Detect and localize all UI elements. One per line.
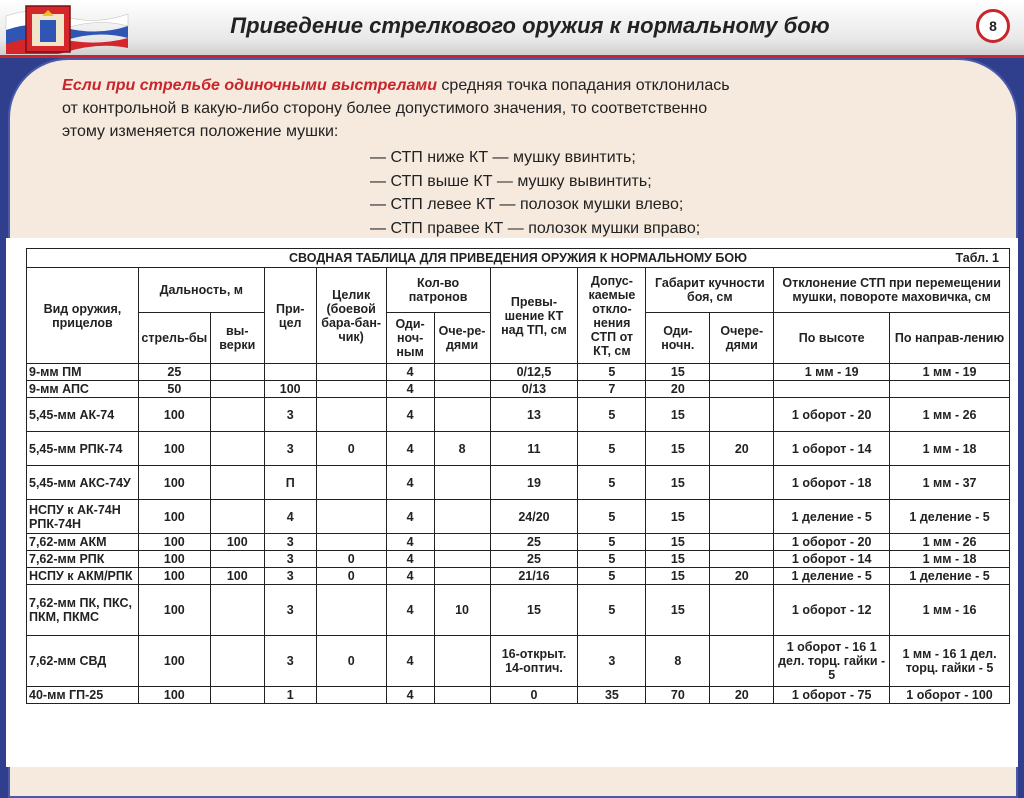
- table-cell: [210, 432, 264, 466]
- table-cell: [316, 466, 386, 500]
- table-cell: 8: [434, 432, 490, 466]
- table-row: [27, 381, 1010, 398]
- col-group-single: Оди-ночн.: [646, 313, 710, 364]
- table-cell: [210, 636, 264, 687]
- rule-item: — СТП ниже КТ — мушку ввинтить;: [370, 149, 636, 166]
- table-cell: 1 деление - 5: [774, 568, 890, 585]
- intro-paragraph: [62, 74, 962, 143]
- table-cell: 5: [578, 568, 646, 585]
- table-cell: 20: [646, 381, 710, 398]
- table-cell: 15: [646, 432, 710, 466]
- table-cell: 1 деление - 5: [774, 500, 890, 534]
- table-cell: [710, 466, 774, 500]
- col-group-burst: Очере-дями: [710, 313, 774, 364]
- table-cell: 3: [264, 534, 316, 551]
- table-cell: 15: [646, 398, 710, 432]
- table-cell: [434, 534, 490, 551]
- table-cell: [316, 534, 386, 551]
- table-cell: 4: [386, 500, 434, 534]
- intro-line-2: от контрольной в какую-либо сторону более допустимого значения, то соответственно: [62, 100, 708, 117]
- table-cell: [210, 585, 264, 636]
- table-cell: [434, 636, 490, 687]
- table-cell: 1 оборот - 75: [774, 687, 890, 704]
- table-cell: [710, 398, 774, 432]
- table-cell: 100: [138, 500, 210, 534]
- table-cell: 3: [264, 551, 316, 568]
- page-number-badge: 8: [976, 9, 1010, 43]
- table-cell: 5,45-мм РПК-74: [27, 432, 139, 466]
- table-cell: [210, 398, 264, 432]
- emblem-flag-icon: [4, 2, 130, 54]
- table-cell: 1 мм - 18: [890, 551, 1010, 568]
- table-cell: [710, 534, 774, 551]
- table-cell: 4: [386, 636, 434, 687]
- table-cell: 0: [316, 432, 386, 466]
- table-cell: 100: [138, 636, 210, 687]
- col-deviation: Отклонение СТП при перемещении мушки, повороте маховичка, см: [774, 268, 1010, 313]
- table-cell: [434, 551, 490, 568]
- table-cell: 1 оборот - 20: [774, 398, 890, 432]
- table-cell: 100: [138, 534, 210, 551]
- table-cell: 0/12,5: [490, 364, 578, 381]
- table-scan: [6, 238, 1018, 767]
- table-cell: 7: [578, 381, 646, 398]
- page-title: Приведение стрелкового оружия к нормальному бою: [230, 13, 830, 38]
- table-cell: 100: [138, 432, 210, 466]
- table-cell: 15: [646, 534, 710, 551]
- table-cell: 7,62-мм ПК, ПКС, ПКМ, ПКМС: [27, 585, 139, 636]
- col-dev-dir: По направ-лению: [890, 313, 1010, 364]
- table-cell: 3: [264, 636, 316, 687]
- table-cell: П: [264, 466, 316, 500]
- table-cell: 1 мм - 16 1 дел. торц. гайки - 5: [890, 636, 1010, 687]
- intro-lead: Если при стрельбе одиночными выстрелами: [62, 77, 437, 94]
- table-cell: 1 оборот - 18: [774, 466, 890, 500]
- col-tolerance: Допус-каемые откло-нения СТП от КТ, см: [578, 268, 646, 364]
- col-rounds-burst: Оче-ре-дями: [434, 313, 490, 364]
- table-cell: [434, 500, 490, 534]
- table-row: [27, 364, 1010, 381]
- table-cell: 11: [490, 432, 578, 466]
- table-cell: 100: [138, 568, 210, 585]
- table-cell: 20: [710, 568, 774, 585]
- col-sight: При-цел: [264, 268, 316, 364]
- table-cell: 7,62-мм АКМ: [27, 534, 139, 551]
- rule-item: — СТП левее КТ — полозок мушки влево;: [370, 196, 684, 213]
- table-cell: 5: [578, 500, 646, 534]
- table-row: [27, 551, 1010, 568]
- table-cell: 1 оборот - 100: [890, 687, 1010, 704]
- table-cell: 3: [264, 432, 316, 466]
- table-cell: [434, 381, 490, 398]
- table-cell: 3: [578, 636, 646, 687]
- table-body: [27, 364, 1010, 704]
- table-cell: [264, 364, 316, 381]
- table-cell: 7,62-мм РПК: [27, 551, 139, 568]
- table-cell: 24/20: [490, 500, 578, 534]
- rules-list: [370, 146, 700, 240]
- table-cell: [210, 364, 264, 381]
- table-cell: 1 мм - 19: [890, 364, 1010, 381]
- table-cell: 70: [646, 687, 710, 704]
- slide-header: [0, 0, 1024, 58]
- table-cell: 1 мм - 18: [890, 432, 1010, 466]
- table-cell: [316, 585, 386, 636]
- table-row: [27, 687, 1010, 704]
- intro-line-3: этому изменяется положение мушки:: [62, 123, 339, 140]
- table-row: [27, 585, 1010, 636]
- table-caption: [27, 249, 1010, 268]
- table-cell: НСПУ к АК-74Н РПК-74Н: [27, 500, 139, 534]
- table-cell: 1 оборот - 14: [774, 551, 890, 568]
- col-excess: Превы-шение КТ над ТП, см: [490, 268, 578, 364]
- table-cell: [316, 687, 386, 704]
- col-rear-sight: Целик (боевой бара-бан-чик): [316, 268, 386, 364]
- table-cell: [710, 551, 774, 568]
- table-cell: 1 оборот - 20: [774, 534, 890, 551]
- table-cell: 5: [578, 466, 646, 500]
- table-cell: 16-открыт. 14-оптич.: [490, 636, 578, 687]
- table-cell: 9-мм ПМ: [27, 364, 139, 381]
- table-cell: 5: [578, 432, 646, 466]
- table-cell: 1 мм - 26: [890, 398, 1010, 432]
- table-cell: 100: [138, 585, 210, 636]
- table-cell: 20: [710, 687, 774, 704]
- table-cell: 4: [264, 500, 316, 534]
- table-cell: 4: [386, 687, 434, 704]
- rule-item: — СТП правее КТ — полозок мушки вправо;: [370, 219, 701, 237]
- table-cell: 1: [264, 687, 316, 704]
- table-cell: 4: [386, 364, 434, 381]
- table-cell: 4: [386, 432, 434, 466]
- table-cell: 19: [490, 466, 578, 500]
- col-rounds: Кол-во патронов: [386, 268, 490, 313]
- table-cell: 5: [578, 364, 646, 381]
- col-range-fire: стрель-бы: [138, 313, 210, 364]
- table-row: [27, 568, 1010, 585]
- table-cell: НСПУ к АКМ/РПК: [27, 568, 139, 585]
- table-cell: 100: [138, 551, 210, 568]
- table-cell: 5,45-мм АК-74: [27, 398, 139, 432]
- table-cell: 3: [264, 398, 316, 432]
- table-cell: 1 мм - 26: [890, 534, 1010, 551]
- table-cell: [210, 500, 264, 534]
- table-cell: 5: [578, 534, 646, 551]
- table-cell: 15: [646, 466, 710, 500]
- table-cell: 9-мм АПС: [27, 381, 139, 398]
- table-cell: 100: [264, 381, 316, 398]
- table-cell: 15: [646, 568, 710, 585]
- table-cell: 15: [490, 585, 578, 636]
- table-caption-text: СВОДНАЯ ТАБЛИЦА ДЛЯ ПРИВЕДЕНИЯ ОРУЖИЯ К НОРМАЛЬНОМУ БОЮ: [289, 251, 747, 265]
- table-row: [27, 500, 1010, 534]
- table-cell: 5: [578, 585, 646, 636]
- table-cell: [710, 381, 774, 398]
- col-range: Дальность, м: [138, 268, 264, 313]
- table-row: [27, 636, 1010, 687]
- table-cell: 100: [210, 534, 264, 551]
- table-cell: [316, 500, 386, 534]
- table-cell: [774, 381, 890, 398]
- table-cell: 0: [316, 636, 386, 687]
- table-cell: [710, 636, 774, 687]
- table-cell: 1 мм - 19: [774, 364, 890, 381]
- table-row: [27, 466, 1010, 500]
- table-cell: 15: [646, 585, 710, 636]
- table-cell: 0/13: [490, 381, 578, 398]
- table-cell: 4: [386, 381, 434, 398]
- table-cell: 1 оборот - 14: [774, 432, 890, 466]
- table-caption-ref: Табл. 1: [955, 251, 999, 265]
- table-cell: 15: [646, 500, 710, 534]
- table-cell: 21/16: [490, 568, 578, 585]
- table-cell: [210, 466, 264, 500]
- col-rounds-single: Оди-ноч-ным: [386, 313, 434, 364]
- table-cell: 25: [490, 534, 578, 551]
- table-cell: 10: [434, 585, 490, 636]
- table-cell: [434, 398, 490, 432]
- col-weapon: Вид оружия, прицелов: [27, 268, 139, 364]
- table-cell: 0: [490, 687, 578, 704]
- table-cell: 3: [264, 568, 316, 585]
- col-dev-height: По высоте: [774, 313, 890, 364]
- table-cell: 35: [578, 687, 646, 704]
- table-cell: 15: [646, 551, 710, 568]
- table-cell: 100: [210, 568, 264, 585]
- table-row: [27, 534, 1010, 551]
- table-cell: 5,45-мм АКС-74У: [27, 466, 139, 500]
- rule-item: — СТП выше КТ — мушку вывинтить;: [370, 172, 652, 190]
- table-cell: [890, 381, 1010, 398]
- table-cell: 4: [386, 585, 434, 636]
- table-cell: 4: [386, 534, 434, 551]
- table-cell: 1 мм - 16: [890, 585, 1010, 636]
- col-range-zero: вы-верки: [210, 313, 264, 364]
- table-cell: 1 оборот - 16 1 дел. торц. гайки - 5: [774, 636, 890, 687]
- col-group: Габарит кучности боя, см: [646, 268, 774, 313]
- table-cell: [316, 364, 386, 381]
- table-cell: 15: [646, 364, 710, 381]
- table-cell: 40-мм ГП-25: [27, 687, 139, 704]
- table-cell: 3: [264, 585, 316, 636]
- table-cell: [210, 551, 264, 568]
- table-cell: 100: [138, 398, 210, 432]
- table-cell: 4: [386, 398, 434, 432]
- table-cell: 8: [646, 636, 710, 687]
- intro-rest: средняя точка попадания отклонилась: [436, 77, 730, 94]
- table-cell: [316, 381, 386, 398]
- table-cell: [710, 500, 774, 534]
- table-cell: 100: [138, 466, 210, 500]
- table-cell: [210, 381, 264, 398]
- summary-table: [26, 248, 1010, 704]
- table-cell: 0: [316, 551, 386, 568]
- table-cell: 1 оборот - 12: [774, 585, 890, 636]
- table-cell: 1 мм - 37: [890, 466, 1010, 500]
- table-cell: [434, 364, 490, 381]
- table-cell: 7,62-мм СВД: [27, 636, 139, 687]
- table-row: [27, 432, 1010, 466]
- table-cell: 25: [138, 364, 210, 381]
- table-cell: [434, 687, 490, 704]
- table-cell: 4: [386, 551, 434, 568]
- table-cell: 100: [138, 687, 210, 704]
- table-cell: 20: [710, 432, 774, 466]
- table-cell: 1 деление - 5: [890, 568, 1010, 585]
- table-cell: 4: [386, 466, 434, 500]
- table-cell: [434, 466, 490, 500]
- table-cell: 5: [578, 551, 646, 568]
- table-cell: [710, 585, 774, 636]
- table-cell: [316, 398, 386, 432]
- table-cell: [210, 687, 264, 704]
- table-cell: 25: [490, 551, 578, 568]
- table-cell: 13: [490, 398, 578, 432]
- table-cell: [710, 364, 774, 381]
- table-cell: 1 деление - 5: [890, 500, 1010, 534]
- table-cell: 50: [138, 381, 210, 398]
- table-cell: 4: [386, 568, 434, 585]
- table-cell: 5: [578, 398, 646, 432]
- table-cell: [434, 568, 490, 585]
- table-cell: 0: [316, 568, 386, 585]
- table-row: [27, 398, 1010, 432]
